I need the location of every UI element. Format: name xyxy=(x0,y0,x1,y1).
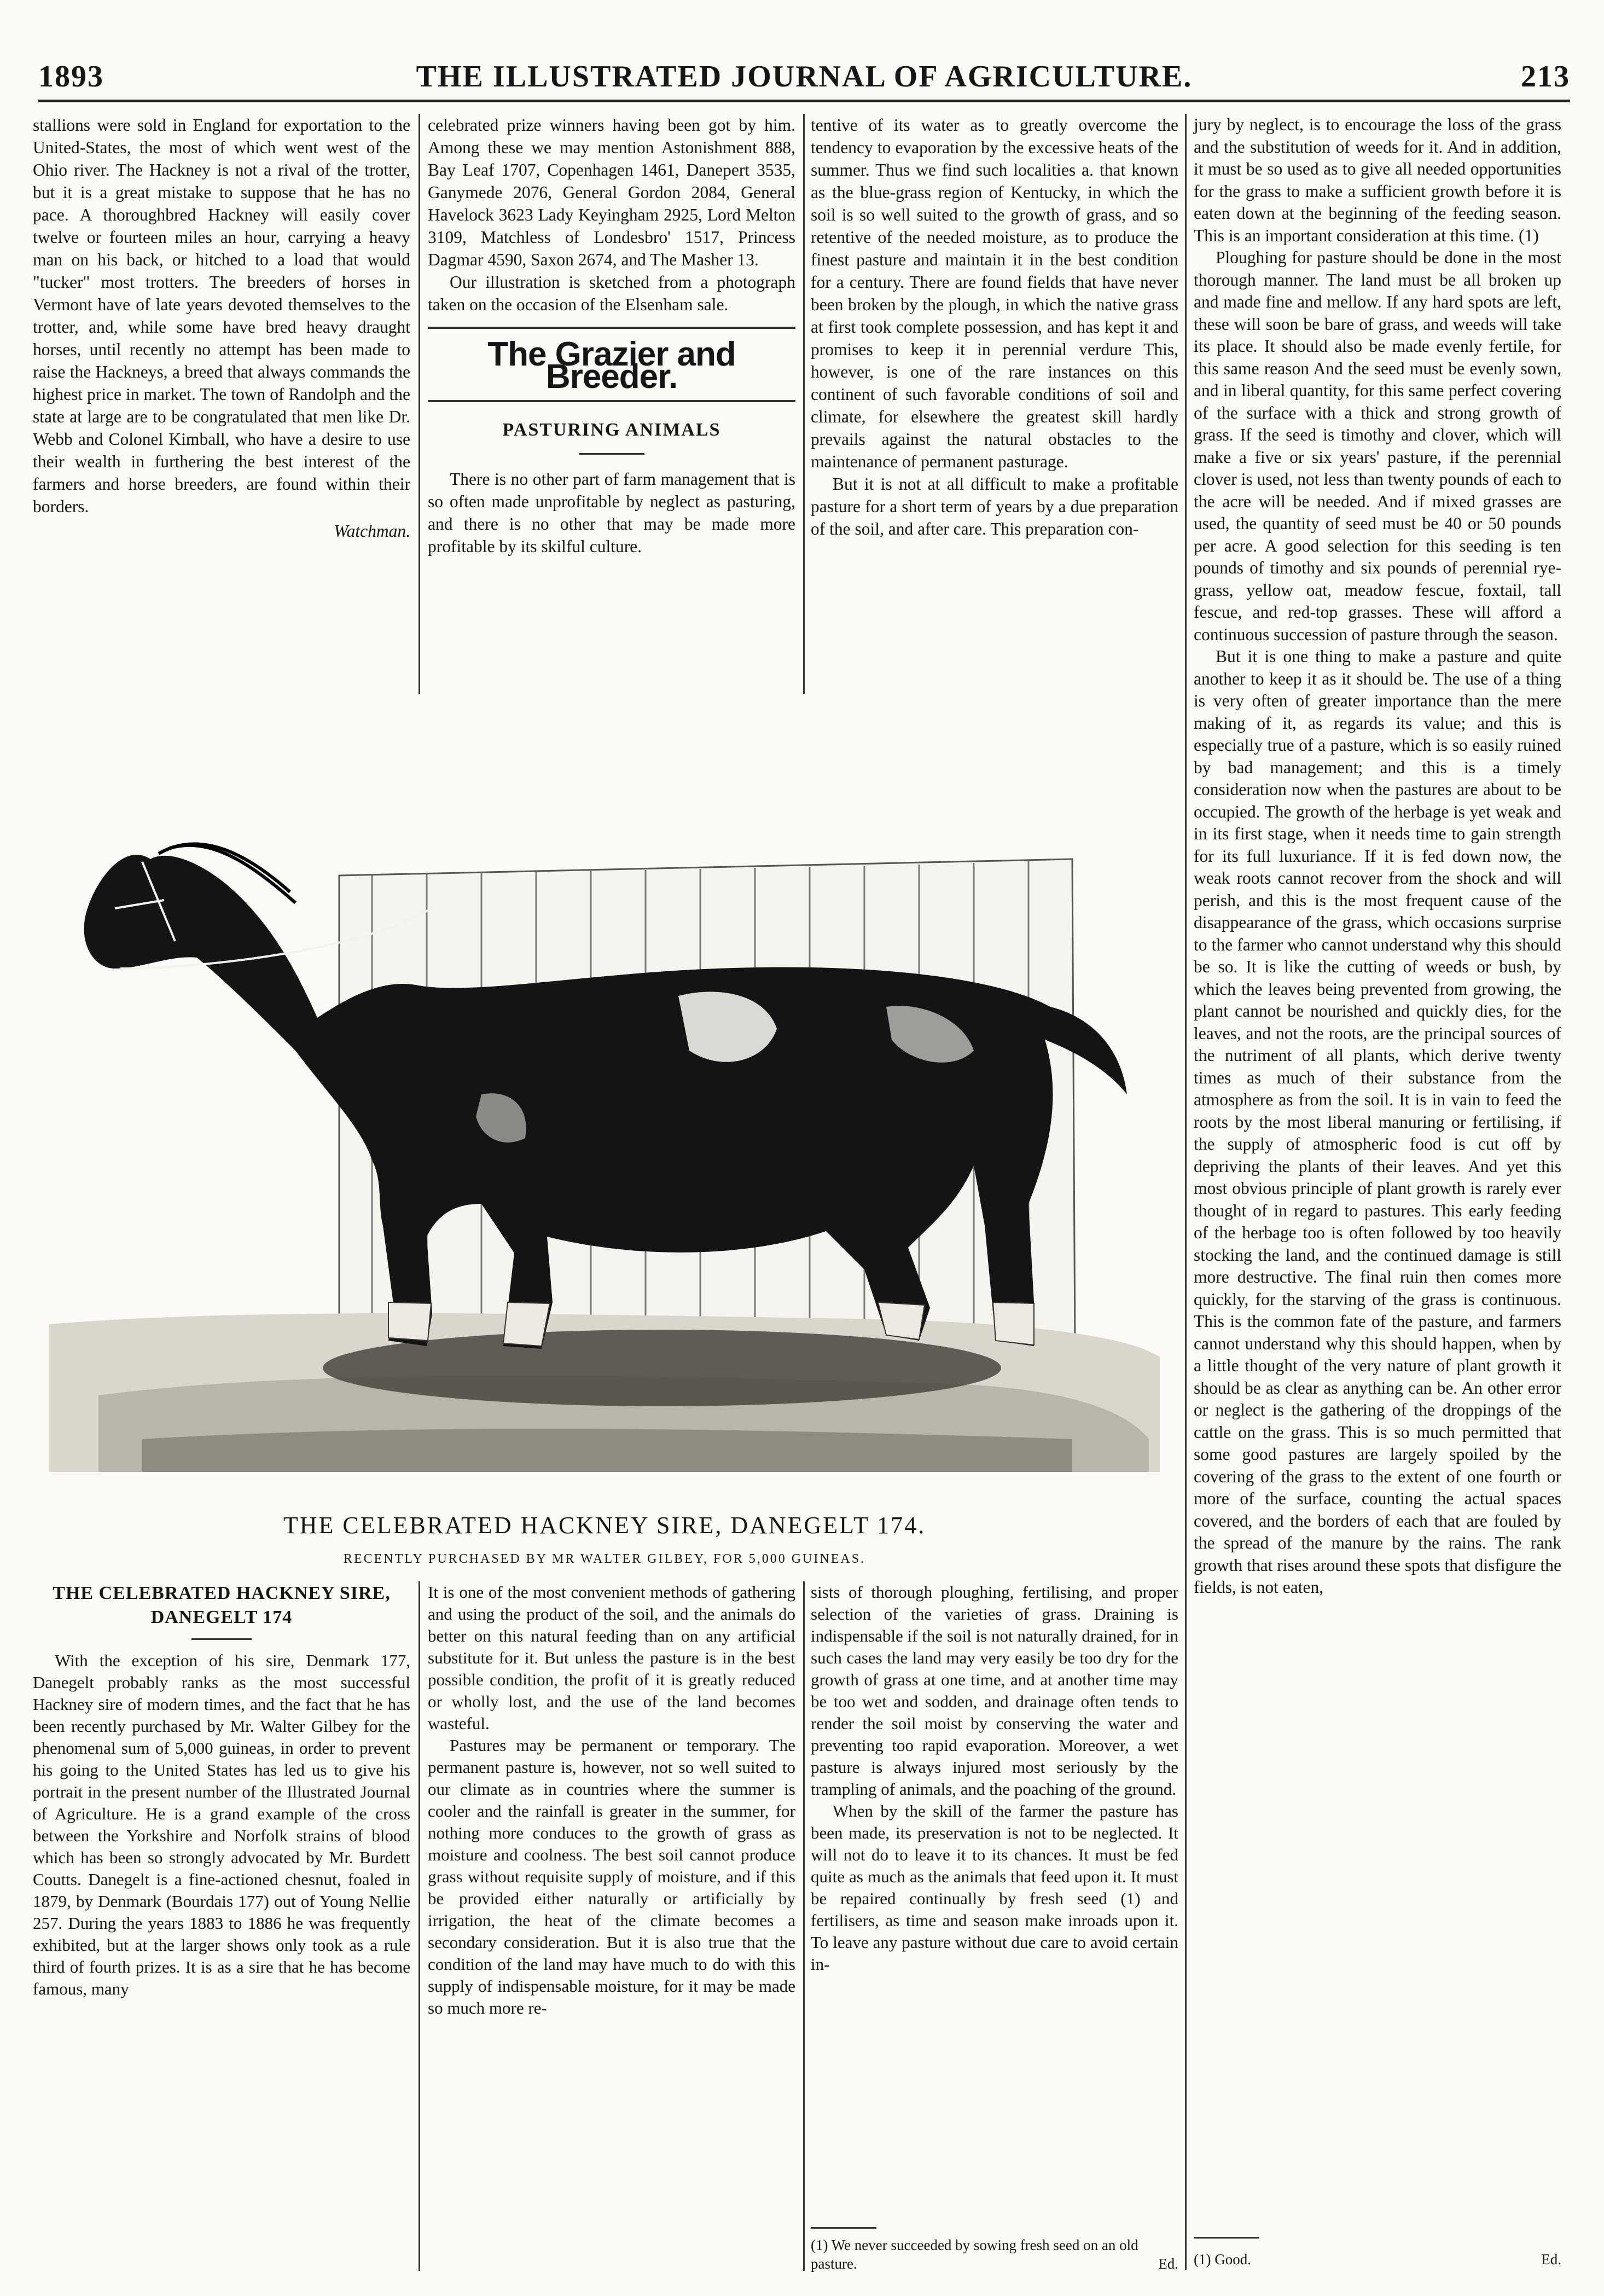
bottom-column-1 xyxy=(33,1581,410,2000)
article-title: PASTURING ANIMALS xyxy=(502,420,721,440)
running-header xyxy=(38,59,1570,97)
top-column-2 xyxy=(428,114,795,558)
section-rule xyxy=(428,327,795,329)
column-rule xyxy=(419,1581,420,2271)
section-rule-2 xyxy=(428,400,795,402)
footnote-rule xyxy=(811,2227,876,2229)
header-rule xyxy=(38,100,1570,102)
column-rule xyxy=(803,114,805,694)
column-rule xyxy=(1185,114,1187,2270)
horse-text-continuation: stallions were sold in England for exportation to the United-States, the most of which went west of the Ohio river. The Hackney is not a rival of the trotter, but it is a great mistake to suppose that he has no pace. A thoroughbred Hackney will easily cover twelve or fourteen miles an hour, carrying a heavy man on his back, or hitched to a load that would "tucker" most trotters. The breeders of horses in Vermont have of late years devoted themselves to the trotter, and, while some have bred heavy draught horses, until recently no attempt has been made to raise the Hackneys, a breed that always commands the highest price in market. The town of Randolph and the state at large are to be congratulated that men like Dr. Webb and Colonel Kimball, who have a desire to use their wealth in furthering the best interest of the farmers and horse breeders, are found within their borders. xyxy=(33,115,410,516)
header-year: 1893 xyxy=(38,60,104,94)
pasturing-text-1: tentive of its water as to greatly overcome the tendency to evaporation by the excessive heats of the summer. Thus we find such localities a. that known as the blue-grass region of Kentucky, in which the soil is so well suited to the growth of grass, and so retentive of the needed moisture, as to produce the finest pasture and maintain it in the best condition for a century. There are found fields that have never been broken by the plough, in which the native grass at first took complete possession, and has kept it and promises to keep it in perennial verdure This, however, is one of the rare instances on this continent of such favorable conditions of soil and climate, for elsewhere the greatest skill hardly prevails against the natural obstacles to the maintenance of permanent pasturage. xyxy=(811,115,1178,471)
column-rule xyxy=(803,1581,805,2271)
right-para-2: Ploughing for pasture should be done in the most thorough manner. The land must be all broken up and made fine and mellow. If any hard spots are left, these will soon be bare of grass, and weeds will take its place. It should also be made evenly fertile, for this same reason And the seed must be evenly sown, and in liberal quantity, for this same perfect covering of the surface with a thick and strong growth of grass. If the seed is timothy and clover, which will make a five or six years' pasture, if the perennial clover is used, not less than twenty pounds of each to the acre will be needed. And if mixed grasses are used, the quantity of seed must be 40 or 50 pounds per acre. A good selection for this seeding is ten pounds of timothy and six pounds of perennial rye-grass, yellow oat, meadow fescue, foxtail, tall fescue, and red-top grasses. These will afford a continuous succession of pasture through the season. xyxy=(1194,248,1561,644)
title-rule xyxy=(191,1638,252,1640)
illustration-caption: THE CELEBRATED HACKNEY SIRE, DANEGELT 174. xyxy=(283,1512,926,1539)
section-title: The Grazier and Breeder. xyxy=(487,335,736,396)
pasturing-intro: There is no other part of farm management that is so often made unprofitable by neglect as pasturing, and there is no other that may be made more profitable by its skilful culture. xyxy=(428,469,795,556)
footnote-text: (1) We never succeeded by sowing fresh seed on an old pasture. xyxy=(811,2237,1138,2272)
right-para-3: But it is one thing to make a pasture and quite another to keep it as it should be. The use of a thing is very often of greater importance than the mere making of it, as regards its value; and this is especially true of a pasture, which is so easily ruined by bad management; and this is a timely consideration now when the pastures are about to be occupied. The growth of the herbage is yet weak and in its first stage, when it needs time to gain strength for its full luxuriance. If it is fed down now, the weak roots cannot recover from the shock and will perish, and this is the most frequent cause of the disappearance of the grass, which occasions surprise to the farmer who cannot understand why this should be so. It is like the cutting of weeds or bush, by which the leaves being prevented from growing, the plant cannot be nourished and quickly dies, for the leaves, and not the roots, are the principal sources of the nutriment of all plants, which derive twenty times as much of their substance from the atmosphere as from the soil. It is in vain to feed the roots by the most liberal manuring or fertilising, if the supply of atmospheric food is cut off by depriving the plants of their leaves. And yet this most obvious principle of plant growth is rarely ever thought of in regard to pastures. This early feeding of the herbage too is often followed by too heavily stocking the land, and the continued damage is still more destructive. The final ruin then comes more quickly, for the starving of the grass is continuous. This is the common fate of the pasture, and farmers cannot understand why this should happen, when by a little thought of the very nature of plant growth it should be as clear as anything can be. An other error or neglect is the gathering of the droppings of the cattle on the grass. This is so much permitted that some good pastures are largely spoiled by the covering of the grass to the extent of one fourth or more of the surface, counting the actual spaces covered, and the borders of each that are fouled by the spread of the manure by the rains. The rank growth that rises around these spots that disfigure the fields, is not eaten, xyxy=(1194,647,1561,1597)
source-signature: Watchman. xyxy=(334,521,410,541)
illustration-subcaption: RECENTLY PURCHASED BY MR WALTER GILBEY, FOR 5,000 GUINEAS. xyxy=(343,1552,866,1566)
prize-winners-text: celebrated prize winners having been got by him. Among these we may mention Astonishment 888, Bay Leaf 1707, Copenhagen 1461, Danepert 3535, Ganymede 2076, General Gordon 2084, General Havelock 3623 Lady Keyingham 2925, Lord Melton 3109, Matchless of Londesbro' 1517, Princess Dagmar 4590, Saxon 2674, and The Masher 13. xyxy=(428,115,795,269)
pasturing-text-5: sists of thorough ploughing, fertilising, and proper selection of the varieties of grass. Draining is indispensable if the soil is not naturally drained, for in such cases the land may very easily be too dry for the growth of grass at one time, and at another time may be too wet and sodden, and drainage often tends to render the soil moist by conserving the water and preventing too rapid evaporation. Moreover, a wet pasture is always injured most seriously by the trampling of animals, and the poaching of the ground. xyxy=(811,1582,1178,1799)
pasturing-text-6: When by the skill of the farmer the pasture has been made, its preservation is not to be neglected. It will not do to leave it to its chances. It must be fed quite as much as the animals that feed upon it. It must be repaired continually by fresh seed (1) and fertilisers, as time and season make inroads upon it. To leave any pasture without due care to avoid certain in- xyxy=(811,1801,1178,1974)
bottom-column-2 xyxy=(428,1581,795,2019)
illustration-note: Our illustration is sketched from a photograph taken on the occasion of the Elsenham sale. xyxy=(428,272,795,314)
top-column-1 xyxy=(33,114,410,542)
ground-shading xyxy=(49,1313,1160,1472)
bottom-column-3 xyxy=(811,1581,1178,1975)
hackney-horse-engraving xyxy=(33,711,1176,1499)
title-rule xyxy=(579,453,644,455)
footnote-editor: Ed. xyxy=(1158,2256,1178,2272)
top-column-3 xyxy=(811,114,1178,540)
column-rule xyxy=(419,114,420,694)
journal-title: THE ILLUSTRATED JOURNAL OF AGRICULTURE. xyxy=(416,60,1193,94)
footnote-editor: Ed. xyxy=(1541,2251,1561,2268)
footnote-rule xyxy=(1194,2237,1259,2239)
right-column xyxy=(1194,114,1561,1599)
bottom-footnote xyxy=(811,2236,1178,2273)
page-number: 213 xyxy=(1521,60,1570,94)
danegelt-article-title: THE CELEBRATED HACKNEY SIRE, DANEGELT 174 xyxy=(53,1583,391,1627)
pasturing-text-2: But it is not at all difficult to make a profitable pasture for a short term of years by a due preparation of the soil, and after care. This preparation con- xyxy=(811,474,1178,538)
danegelt-text: With the exception of his sire, Denmark 177, Danegelt probably ranks as the most successful Hackney sire of modern times, and the fact that he has been recently purchased by Mr. Walter Gilbey for the phenomenal sum of 5,000 guineas, in order to prevent his going to the United States has led us to give his portrait in the present number of the Illustrated Journal of Agriculture. He is a grand example of the cross between the Yorkshire and Norfolk strains of blood which has been so strongly advocated by Mr. Burdett Coutts. Danegelt is a fine-actioned chesnut, foaled in 1879, by Denmark (Bourdais 177) out of Young Nellie 257. During the years 1883 to 1886 he was frequently exhibited, but at the larger shows only took as a rule third of fourth prizes. It is as a sire that he has become famous, many xyxy=(33,1651,410,1998)
pasturing-text-3: It is one of the most convenient methods of gathering and using the product of the soil, and the animals do better on this natural feeding than on any artificial substitute for it. But unless the pasture is in the best possible condition, the profit of it is greatly reduced or wholly lost, and the use of the land becomes wasteful. xyxy=(428,1582,795,1733)
pasturing-text-4: Pastures may be permanent or temporary. The permanent pasture is, however, not so well suited to our climate as in countries where the summer is cooler and the rainfall is greater in the summer, for nothing more conduces to the growth of grass as moisture and coolness. The best soil cannot produce grass without requisite supply of moisture, and if this be provided either naturally or artificially by irrigation, the heat of the climate becomes a secondary consideration. But it is also true that the condition of the land may have much to do with this supply of indispensable moisture, for it may be made so much more re- xyxy=(428,1736,795,2017)
right-footnote xyxy=(1194,2250,1561,2269)
right-para-1: jury by neglect, is to encourage the loss of the grass and the substitution of weeds for it. And in addition, it must be so used as to give all needed opportunities for the grass to make a sufficient growth before it is eaten down at the beginning of the feeding season. This is an important consideration at this time. (1) xyxy=(1194,115,1561,245)
footnote-text: (1) Good. xyxy=(1194,2251,1251,2268)
